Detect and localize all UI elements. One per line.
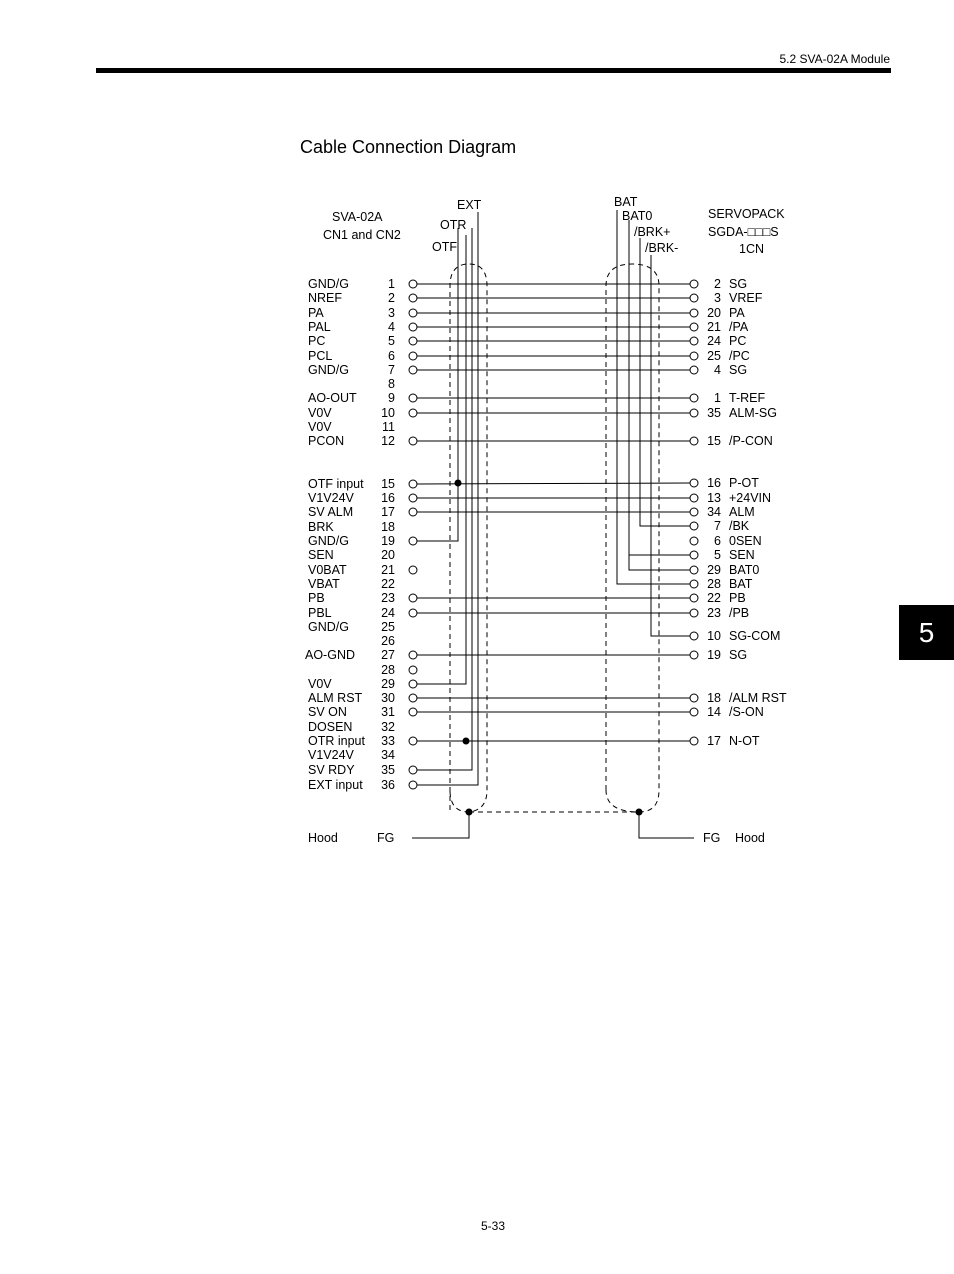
- right-terminal: [690, 309, 698, 317]
- section-header: 5.2 SVA-02A Module: [779, 52, 890, 66]
- left-pin-name: PBL: [308, 606, 332, 620]
- left-shield-junction: [466, 809, 473, 816]
- right-terminal: [690, 508, 698, 516]
- left-pin-number: 20: [381, 548, 395, 562]
- right-terminal: [690, 494, 698, 502]
- left-pin-name: NREF: [308, 291, 343, 305]
- right-pin-number: 10: [707, 629, 721, 643]
- right-pin-number: 4: [714, 363, 721, 377]
- right-terminal: [690, 352, 698, 360]
- right-pin-labels: [707, 277, 787, 748]
- left-pin-name: SV RDY: [308, 763, 355, 777]
- left-pin-name: AO-GND: [305, 648, 355, 662]
- left-connector-name: SVA-02A: [332, 210, 383, 224]
- wire-bat: [617, 210, 690, 584]
- left-pin-labels: [305, 277, 395, 792]
- right-connector-model: SGDA-□□□S: [708, 225, 779, 239]
- left-terminal: [409, 680, 417, 688]
- left-connector-ports: CN1 and CN2: [323, 228, 401, 242]
- left-pin-number: 17: [381, 505, 395, 519]
- right-pin-number: 35: [707, 406, 721, 420]
- left-terminal: [409, 694, 417, 702]
- right-pin-number: 19: [707, 648, 721, 662]
- left-pin-number: 23: [381, 591, 395, 605]
- right-pin-name: N-OT: [729, 734, 760, 748]
- right-pin-number: 13: [707, 491, 721, 505]
- right-terminal: [690, 522, 698, 530]
- left-terminal: [409, 666, 417, 674]
- right-pin-name: /BK: [729, 519, 750, 533]
- right-pin-name: PA: [729, 306, 745, 320]
- left-pin-name: V1V24V: [308, 491, 354, 505]
- left-terminal: [409, 609, 417, 617]
- right-pin-number: 18: [707, 691, 721, 705]
- left-pin-number: 24: [381, 606, 395, 620]
- otf-junction: [455, 480, 462, 487]
- wire-otr: [417, 235, 466, 684]
- left-ground-lead: [412, 812, 469, 838]
- right-terminal: [690, 323, 698, 331]
- wiring: [417, 210, 690, 785]
- left-terminal: [409, 337, 417, 345]
- left-pin-name: EXT input: [308, 778, 363, 792]
- wire-label-otf: OTF: [432, 240, 457, 254]
- left-terminal: [409, 394, 417, 402]
- right-pin-number: 34: [707, 505, 721, 519]
- left-pin-number: 19: [381, 534, 395, 548]
- left-pin-number: 11: [382, 420, 395, 434]
- right-pin-number: 28: [707, 577, 721, 591]
- right-pin-name: BAT: [729, 577, 753, 591]
- left-pin-number: 25: [381, 620, 395, 634]
- left-pin-number: 9: [388, 391, 395, 405]
- left-pin-number: 6: [388, 349, 395, 363]
- left-pin-number: 36: [381, 778, 395, 792]
- right-pin-number: 23: [707, 606, 721, 620]
- left-pin-number: 1: [388, 277, 395, 291]
- right-pin-name: PC: [729, 334, 747, 348]
- right-pin-name: VREF: [729, 291, 763, 305]
- right-terminal: [690, 394, 698, 402]
- right-ground-lead: [639, 812, 694, 838]
- page-title: Cable Connection Diagram: [300, 137, 517, 157]
- right-connector-port: 1CN: [739, 242, 765, 256]
- left-pin-name: OTF input: [308, 477, 364, 491]
- left-pin-number: 15: [381, 477, 395, 491]
- left-terminal: [409, 309, 417, 317]
- right-terminal: [690, 580, 698, 588]
- left-pin-name: PAL: [308, 320, 331, 334]
- left-pin-number: 22: [381, 577, 395, 591]
- left-pin-number: 7: [388, 363, 395, 377]
- left-pin-name: VBAT: [308, 577, 340, 591]
- left-terminal: [409, 537, 417, 545]
- left-pin-number: 3: [388, 306, 395, 320]
- chapter-tab: 5: [899, 605, 954, 660]
- left-pin-name: AO-OUT: [308, 391, 357, 405]
- left-pin-number: 26: [381, 634, 395, 648]
- right-pin-number: 29: [707, 563, 721, 577]
- right-terminal: [690, 566, 698, 574]
- right-terminal: [690, 479, 698, 487]
- right-pin-number: 2: [714, 277, 721, 291]
- left-pin-number: 10: [381, 406, 395, 420]
- wire-label-bat: BAT: [614, 195, 638, 209]
- right-pin-number: 15: [707, 434, 721, 448]
- left-terminal: [409, 323, 417, 331]
- right-terminal: [690, 694, 698, 702]
- left-pin-name: SV ALM: [308, 505, 354, 519]
- right-pin-name: SG: [729, 648, 748, 662]
- right-pin-name: +24VIN: [729, 491, 772, 505]
- left-pin-name: BRK: [308, 520, 334, 534]
- left-pin-name: ALM RST: [308, 691, 363, 705]
- right-pin-name: T-REF: [729, 391, 766, 405]
- wire-label-brk-minus: /BRK-: [645, 241, 679, 255]
- right-pin-name: 0SEN: [729, 534, 762, 548]
- left-terminal: [409, 280, 417, 288]
- left-pin-name: GND/G: [308, 534, 349, 548]
- left-pin-number: 28: [381, 663, 395, 677]
- left-pin-name: OTR input: [308, 734, 365, 748]
- right-terminal: [690, 366, 698, 374]
- right-terminal: [690, 294, 698, 302]
- left-pin-number: 29: [381, 677, 395, 691]
- fg-left-label: FG: [377, 831, 395, 845]
- left-terminal: [409, 708, 417, 716]
- wire-sv-rdy: [417, 228, 472, 770]
- right-pin-name: SEN: [729, 548, 755, 562]
- left-pin-name: PC: [308, 334, 326, 348]
- hood-right-label: Hood: [735, 831, 765, 845]
- right-pin-name: /PB: [729, 606, 750, 620]
- hood-left-label: Hood: [308, 831, 338, 845]
- right-pin-name: /S-ON: [729, 705, 764, 719]
- left-pin-name: V0V: [308, 420, 332, 434]
- right-pin-number: 17: [707, 734, 721, 748]
- left-pin-name: V0BAT: [308, 563, 347, 577]
- right-pin-number: 1: [714, 391, 721, 405]
- left-pin-number: 27: [381, 648, 395, 662]
- left-pin-number: 30: [381, 691, 395, 705]
- ground-leads: [412, 812, 694, 838]
- left-pin-name: PCON: [308, 434, 345, 448]
- right-pin-number: 3: [714, 291, 721, 305]
- right-terminal: [690, 409, 698, 417]
- right-terminal: [690, 708, 698, 716]
- right-pin-name: PB: [729, 591, 746, 605]
- cable-shields: [450, 264, 659, 812]
- left-pin-number: 32: [381, 720, 395, 734]
- right-terminal: [690, 280, 698, 288]
- left-pin-number: 33: [381, 734, 395, 748]
- left-pin-name: PB: [308, 591, 325, 605]
- left-pin-number: 2: [388, 291, 395, 305]
- right-pin-number: 21: [707, 320, 721, 334]
- right-pin-name: ALM-SG: [729, 406, 777, 420]
- right-terminal: [690, 737, 698, 745]
- right-terminal: [690, 337, 698, 345]
- left-pin-name: PA: [308, 306, 324, 320]
- right-pin-name: SG-COM: [729, 629, 781, 643]
- right-pin-name: /PA: [729, 320, 749, 334]
- left-terminal: [409, 352, 417, 360]
- right-connector-name: SERVOPACK: [708, 207, 785, 221]
- wire-label-bat0: BAT0: [622, 209, 653, 223]
- left-pin-name: V1V24V: [308, 748, 354, 762]
- right-pin-name: SG: [729, 363, 748, 377]
- right-terminal: [690, 551, 698, 559]
- right-pin-number: 22: [707, 591, 721, 605]
- right-shield-junction: [636, 809, 643, 816]
- right-terminal: [690, 537, 698, 545]
- wire-label-brk-plus: /BRK+: [634, 225, 671, 239]
- left-pin-name: V0V: [308, 406, 332, 420]
- left-pin-name: PCL: [308, 349, 333, 363]
- right-pin-name: /P-CON: [729, 434, 773, 448]
- left-pin-number: 8: [388, 377, 395, 391]
- left-pin-number: 34: [381, 748, 395, 762]
- left-terminal: [409, 766, 417, 774]
- right-pin-name: BAT0: [729, 563, 760, 577]
- right-pin-number: 20: [707, 306, 721, 320]
- left-pin-number: 35: [381, 763, 395, 777]
- left-pin-name: V0V: [308, 677, 332, 691]
- left-pin-number: 16: [381, 491, 395, 505]
- left-shield: [450, 264, 487, 812]
- left-pin-number: 12: [381, 434, 395, 448]
- left-terminal: [409, 651, 417, 659]
- left-terminal: [409, 437, 417, 445]
- right-terminal: [690, 609, 698, 617]
- right-pin-number: 7: [714, 519, 721, 533]
- right-pin-name: SG: [729, 277, 748, 291]
- right-pin-number: 5: [714, 548, 721, 562]
- right-pin-name: P-OT: [729, 476, 759, 490]
- otr-junction: [463, 738, 470, 745]
- right-pin-number: 6: [714, 534, 721, 548]
- left-pin-number: 4: [388, 320, 395, 334]
- right-pin-number: 16: [707, 476, 721, 490]
- left-pin-number: 5: [388, 334, 395, 348]
- right-terminal: [690, 632, 698, 640]
- left-terminal: [409, 566, 417, 574]
- left-pin-name: DOSEN: [308, 720, 353, 734]
- right-pin-number: 14: [707, 705, 721, 719]
- right-terminal: [690, 437, 698, 445]
- left-pin-number: 21: [381, 563, 395, 577]
- left-terminal: [409, 366, 417, 374]
- right-pin-name: /PC: [729, 349, 750, 363]
- left-terminal: [409, 480, 417, 488]
- right-pin-number: 24: [707, 334, 721, 348]
- page-number: 5-33: [480, 1219, 506, 1233]
- left-terminal: [409, 294, 417, 302]
- left-pin-number: 18: [381, 520, 395, 534]
- wire-label-otr: OTR: [440, 218, 467, 232]
- left-pin-name: GND/G: [308, 363, 349, 377]
- right-pin-name: ALM: [729, 505, 755, 519]
- right-pin-number: 25: [707, 349, 721, 363]
- right-pin-name: /ALM RST: [729, 691, 787, 705]
- left-pin-name: SEN: [308, 548, 334, 562]
- right-terminal: [690, 594, 698, 602]
- wire-label-ext: EXT: [457, 198, 482, 212]
- left-terminal: [409, 508, 417, 516]
- right-terminal: [690, 651, 698, 659]
- left-terminal: [409, 781, 417, 789]
- left-pin-name: SV ON: [308, 705, 347, 719]
- left-terminal: [409, 494, 417, 502]
- left-terminal: [409, 409, 417, 417]
- left-terminal: [409, 737, 417, 745]
- left-pin-name: GND/G: [308, 620, 349, 634]
- left-pin-number: 31: [381, 705, 395, 719]
- fg-right-label: FG: [703, 831, 721, 845]
- left-pin-name: GND/G: [308, 277, 349, 291]
- left-terminal: [409, 594, 417, 602]
- wire-brk-minus: [651, 255, 690, 636]
